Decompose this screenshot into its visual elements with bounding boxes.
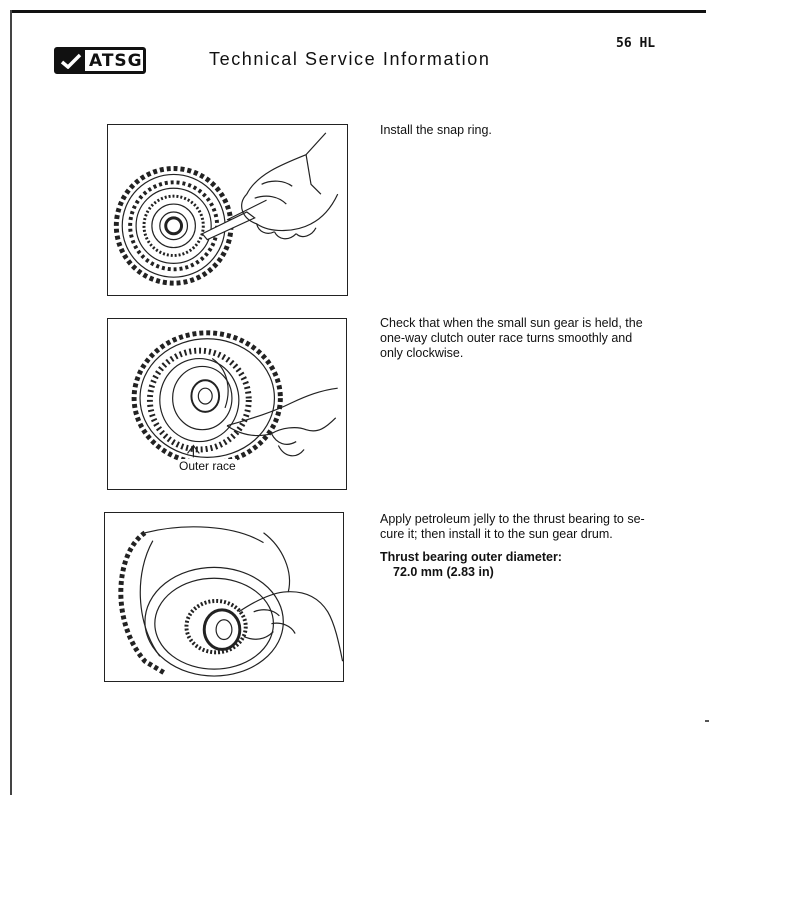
header-top-rule bbox=[10, 10, 706, 13]
step-install-thrust-bearing bbox=[380, 512, 650, 580]
figure-caption-outer-race: Outer race bbox=[179, 459, 236, 473]
figure-thrust-bearing-install bbox=[104, 512, 344, 682]
step-install-snap-ring bbox=[380, 123, 650, 138]
logo-text: ATSG bbox=[89, 50, 143, 71]
step-text: Check that when the small sun gear is held, the one-way clutch outer race turns smoothly and only clockwise. bbox=[380, 316, 643, 360]
spec-value: 72.0 mm (2.83 in) bbox=[393, 565, 494, 579]
snap-ring-illustration bbox=[108, 125, 347, 295]
step-text: Install the snap ring. bbox=[380, 123, 492, 137]
step-check-one-way-clutch bbox=[380, 316, 650, 361]
check-mark-icon bbox=[57, 50, 85, 71]
thrust-bearing-illustration bbox=[105, 513, 343, 681]
page-code: 56 HL bbox=[616, 36, 656, 51]
scan-speck bbox=[705, 720, 709, 722]
atsg-logo bbox=[54, 47, 146, 74]
page-title: Technical Service Information bbox=[209, 49, 491, 69]
spec-label: Thrust bearing outer diameter: bbox=[380, 550, 562, 564]
step-text: Apply petroleum jelly to the thrust bearing to se-cure it; then install it to the sun gear drum. bbox=[380, 512, 645, 541]
page-left-rule bbox=[10, 10, 12, 795]
figure-snap-ring-install bbox=[107, 124, 348, 296]
